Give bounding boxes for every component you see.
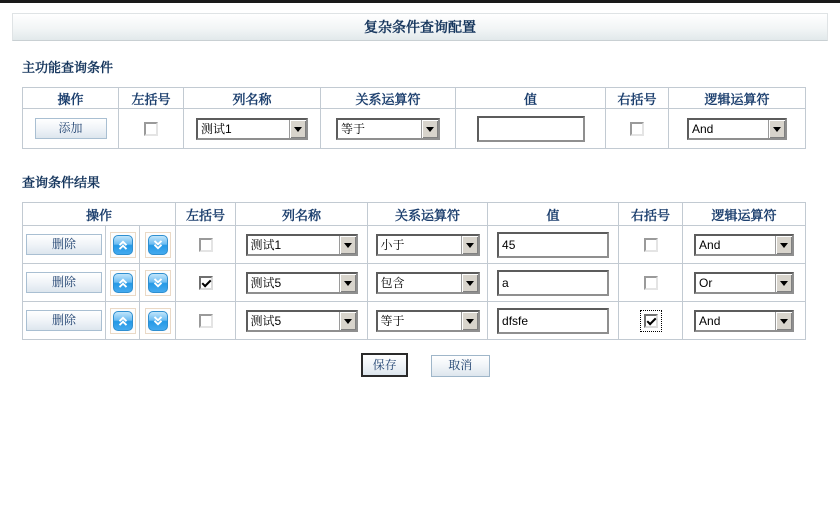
column-name-select[interactable] xyxy=(246,310,358,332)
top-black-bar xyxy=(0,0,840,3)
result-row xyxy=(23,226,806,264)
delete-button[interactable]: 删除 xyxy=(26,310,102,331)
operator-select[interactable] xyxy=(376,310,480,332)
add-button[interactable]: 添加 xyxy=(35,118,107,139)
chevron-double-up-icon xyxy=(113,311,133,331)
left-bracket-checkbox[interactable] xyxy=(199,276,213,290)
selected-logic-operator: Or xyxy=(699,275,713,290)
page-title: 复杂条件查询配置 xyxy=(12,13,828,41)
right-bracket-checkbox[interactable] xyxy=(644,238,658,252)
value-input[interactable] xyxy=(497,232,609,258)
operator-select[interactable] xyxy=(336,118,440,140)
chevron-down-icon xyxy=(339,274,356,292)
chevron-down-icon xyxy=(461,236,478,254)
chevron-double-down-icon xyxy=(148,273,168,293)
chevron-down-icon xyxy=(421,120,438,138)
operator-select[interactable] xyxy=(376,272,480,294)
selected-logic-operator: And xyxy=(699,313,721,328)
results-conditions-table xyxy=(22,202,806,340)
right-bracket-checkbox[interactable] xyxy=(630,122,644,136)
right-bracket-checkbox[interactable] xyxy=(644,276,658,290)
left-bracket-checkbox[interactable] xyxy=(199,238,213,252)
logic-operator-select[interactable] xyxy=(694,272,794,294)
move-up-button[interactable] xyxy=(110,308,136,334)
chevron-down-icon xyxy=(339,236,356,254)
chevron-down-icon xyxy=(461,312,478,330)
chevron-down-icon xyxy=(339,312,356,330)
operator-select[interactable] xyxy=(376,234,480,256)
chevron-down-icon xyxy=(768,120,785,138)
header-logic-operator: 逻辑运算符 xyxy=(683,203,806,226)
move-down-button[interactable] xyxy=(145,270,171,296)
chevron-double-up-icon xyxy=(113,273,133,293)
selected-logic-operator: And xyxy=(699,237,721,252)
chevron-down-icon xyxy=(461,274,478,292)
move-down-button[interactable] xyxy=(145,232,171,258)
logic-operator-select[interactable] xyxy=(694,234,794,256)
cancel-button[interactable]: 取消 xyxy=(431,355,490,377)
selected-operator: 小于 xyxy=(380,237,405,252)
chevron-double-down-icon xyxy=(148,235,168,255)
column-name-select[interactable] xyxy=(246,234,358,256)
table-header-row xyxy=(23,203,806,226)
header-column-name: 列名称 xyxy=(236,203,368,226)
header-left-bracket: 左括号 xyxy=(176,203,236,226)
header-column-name: 列名称 xyxy=(184,88,321,109)
selected-operator: 等于 xyxy=(341,121,366,136)
move-up-button[interactable] xyxy=(110,270,136,296)
left-bracket-checkbox[interactable] xyxy=(199,314,213,328)
chevron-down-icon xyxy=(775,274,792,292)
selected-logic-operator: And xyxy=(692,121,714,136)
selected-column-name: 测试1 xyxy=(201,121,232,136)
delete-button[interactable]: 删除 xyxy=(26,234,102,255)
selected-column-name: 测试1 xyxy=(250,237,282,252)
right-bracket-checkbox[interactable] xyxy=(644,314,658,328)
footer-actions xyxy=(34,353,817,377)
header-right-bracket: 右括号 xyxy=(619,203,683,226)
column-name-select[interactable] xyxy=(246,272,358,294)
header-left-bracket: 左括号 xyxy=(119,88,184,109)
chevron-double-up-icon xyxy=(113,235,133,255)
move-up-button[interactable] xyxy=(110,232,136,258)
chevron-down-icon xyxy=(289,120,306,138)
main-condition-row xyxy=(23,109,806,149)
main-section-heading: 主功能查询条件 xyxy=(22,60,114,75)
column-name-select[interactable] xyxy=(196,118,308,140)
save-button[interactable]: 保存 xyxy=(361,353,408,377)
result-row xyxy=(23,264,806,302)
value-input[interactable] xyxy=(497,270,609,296)
delete-button[interactable]: 删除 xyxy=(26,272,102,293)
table-header-row xyxy=(23,88,806,109)
header-value: 值 xyxy=(456,88,606,109)
left-bracket-checkbox[interactable] xyxy=(144,122,158,136)
selected-column-name: 测试5 xyxy=(250,275,282,290)
header-logic-operator: 逻辑运算符 xyxy=(669,88,806,109)
header-value: 值 xyxy=(488,203,619,226)
results-section-heading: 查询条件结果 xyxy=(22,175,101,190)
chevron-down-icon xyxy=(775,312,792,330)
selected-operator: 等于 xyxy=(380,313,405,328)
header-right-bracket: 右括号 xyxy=(606,88,669,109)
chevron-double-down-icon xyxy=(148,311,168,331)
header-operation: 操作 xyxy=(23,203,176,226)
value-input[interactable] xyxy=(497,308,609,334)
result-row xyxy=(23,302,806,340)
main-conditions-table xyxy=(22,87,806,149)
header-operator: 关系运算符 xyxy=(368,203,488,226)
logic-operator-select[interactable] xyxy=(687,118,787,140)
header-operator: 关系运算符 xyxy=(321,88,456,109)
selected-operator: 包含 xyxy=(380,275,405,290)
selected-column-name: 测试5 xyxy=(250,313,282,328)
logic-operator-select[interactable] xyxy=(694,310,794,332)
move-down-button[interactable] xyxy=(145,308,171,334)
value-input[interactable] xyxy=(477,116,585,142)
chevron-down-icon xyxy=(775,236,792,254)
header-operation: 操作 xyxy=(23,88,119,109)
